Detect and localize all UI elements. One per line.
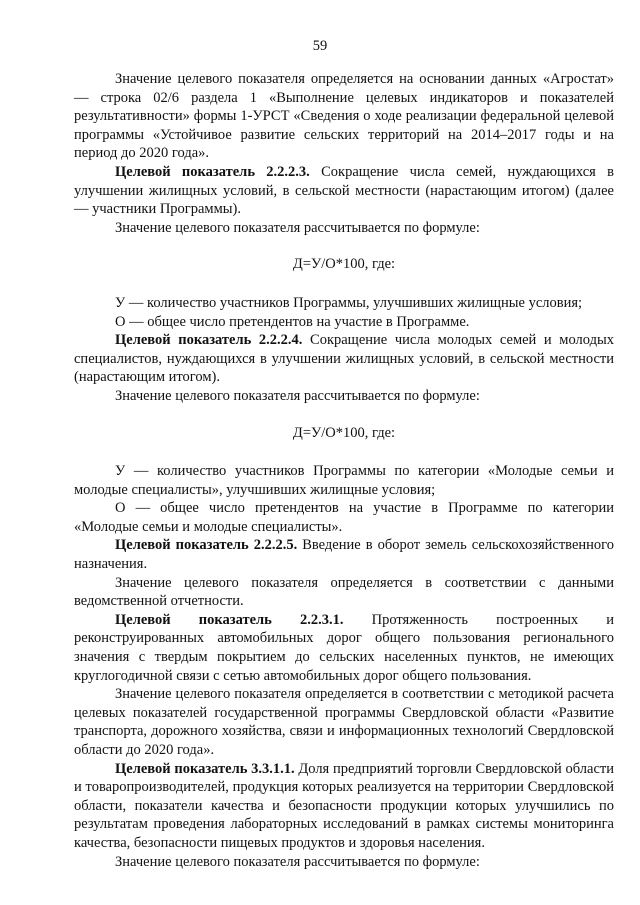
formula-intro: Значение целевого показателя рассчитывается по формуле: [115,853,480,870]
formula-intro: Значение целевого показателя рассчитывается по формуле: [115,219,480,236]
indicator-description: Введение в оборот земель сельскохозяйственного назначения. [74,537,614,573]
indicator-description: Протяженность построенных и реконструированных автомобильных дорог общего пользования регионального значения с твердым покрытием до сельских населенных пунктов, не имеющих круглогодичной связи с сетью автомобильных дорог общего пользования. [74,611,614,684]
formula: Д=У/О*100, где: [292,424,396,441]
formula-variable-o: О — общее число претендентов на участие в Программе. [115,313,470,330]
formula-intro: Значение целевого показателя рассчитывается по формуле: [115,387,480,404]
indicator-heading: Целевой показатель 2.2.2.3. [115,163,310,180]
indicator-2-2-2-4 [74,331,614,387]
indicator-heading: Целевой показатель 2.2.3.1. [115,611,344,628]
indicator-heading: Целевой показатель 2.2.2.5. [115,537,298,554]
indicator-3-3-1-1 [74,760,614,853]
paragraph-agrostat-source: Значение целевого показателя определяется на основании данных «Агростат» — строка 02/6 раздела 1 «Выполнение целевых индикаторов и показателей результативности» формы 1-УРСТ «Сведения о ходе реализации федеральной целевой программы «Устойчивое развитие сельских территорий на 2014–2017 годы и на период до 2020 года». [74,71,614,162]
indicator-description: Доля предприятий торговли Свердловской области и товаропроизводителей, продукция которых реализуется на территории Свердловской области, показатели качества и безопасности продукции которых улучшились по результатам проведения лабораторных исследований в рамках системы мониторинга качества, безопасности пищевых продуктов и здоровья населения. [74,760,614,851]
indicator-2-2-3-1 [74,611,614,685]
indicator-heading: Целевой показатель 2.2.2.4. [115,332,303,349]
formula: Д=У/О*100, где: [292,256,396,273]
value-source-note: Значение целевого показателя определяется в соответствии с данными ведомственной отчетности. [74,574,614,610]
indicator-description: Сокращение числа молодых семей и молодых специалистов, нуждающихся в улучшении жилищных условий, в сельской местности (нарастающим итогом). [74,332,614,386]
formula-variable-u: У — количество участников Программы, улучшивших жилищные условия; [115,294,583,311]
formula-variable-u: У — количество участников Программы по категории «Молодые семьи и молодые специалисты», улучшивших жилищные условия; [74,463,614,498]
page-number: 59 [312,38,328,54]
value-source-note: Значение целевого показателя определяется в соответствии с методикой расчета целевых показателей государственной программы Свердловской области «Развитие транспорта, дорожного хозяйства, связи и информационных технологий Свердловской области до 2020 года». [74,686,614,758]
indicator-2-2-2-5 [74,536,614,573]
document-body [74,70,614,871]
indicator-heading: Целевой показатель 3.3.1.1. [115,760,295,777]
indicator-2-2-2-3 [74,163,614,219]
formula-variable-o: О — общее число претендентов на участие в Программе по категории «Молодые семьи и молодые специалисты». [74,500,614,535]
indicator-description: Сокращение числа семей, нуждающихся в улучшении жилищных условий, в сельской местности (нарастающим итогом) (далее — участники Программы). [74,163,614,218]
